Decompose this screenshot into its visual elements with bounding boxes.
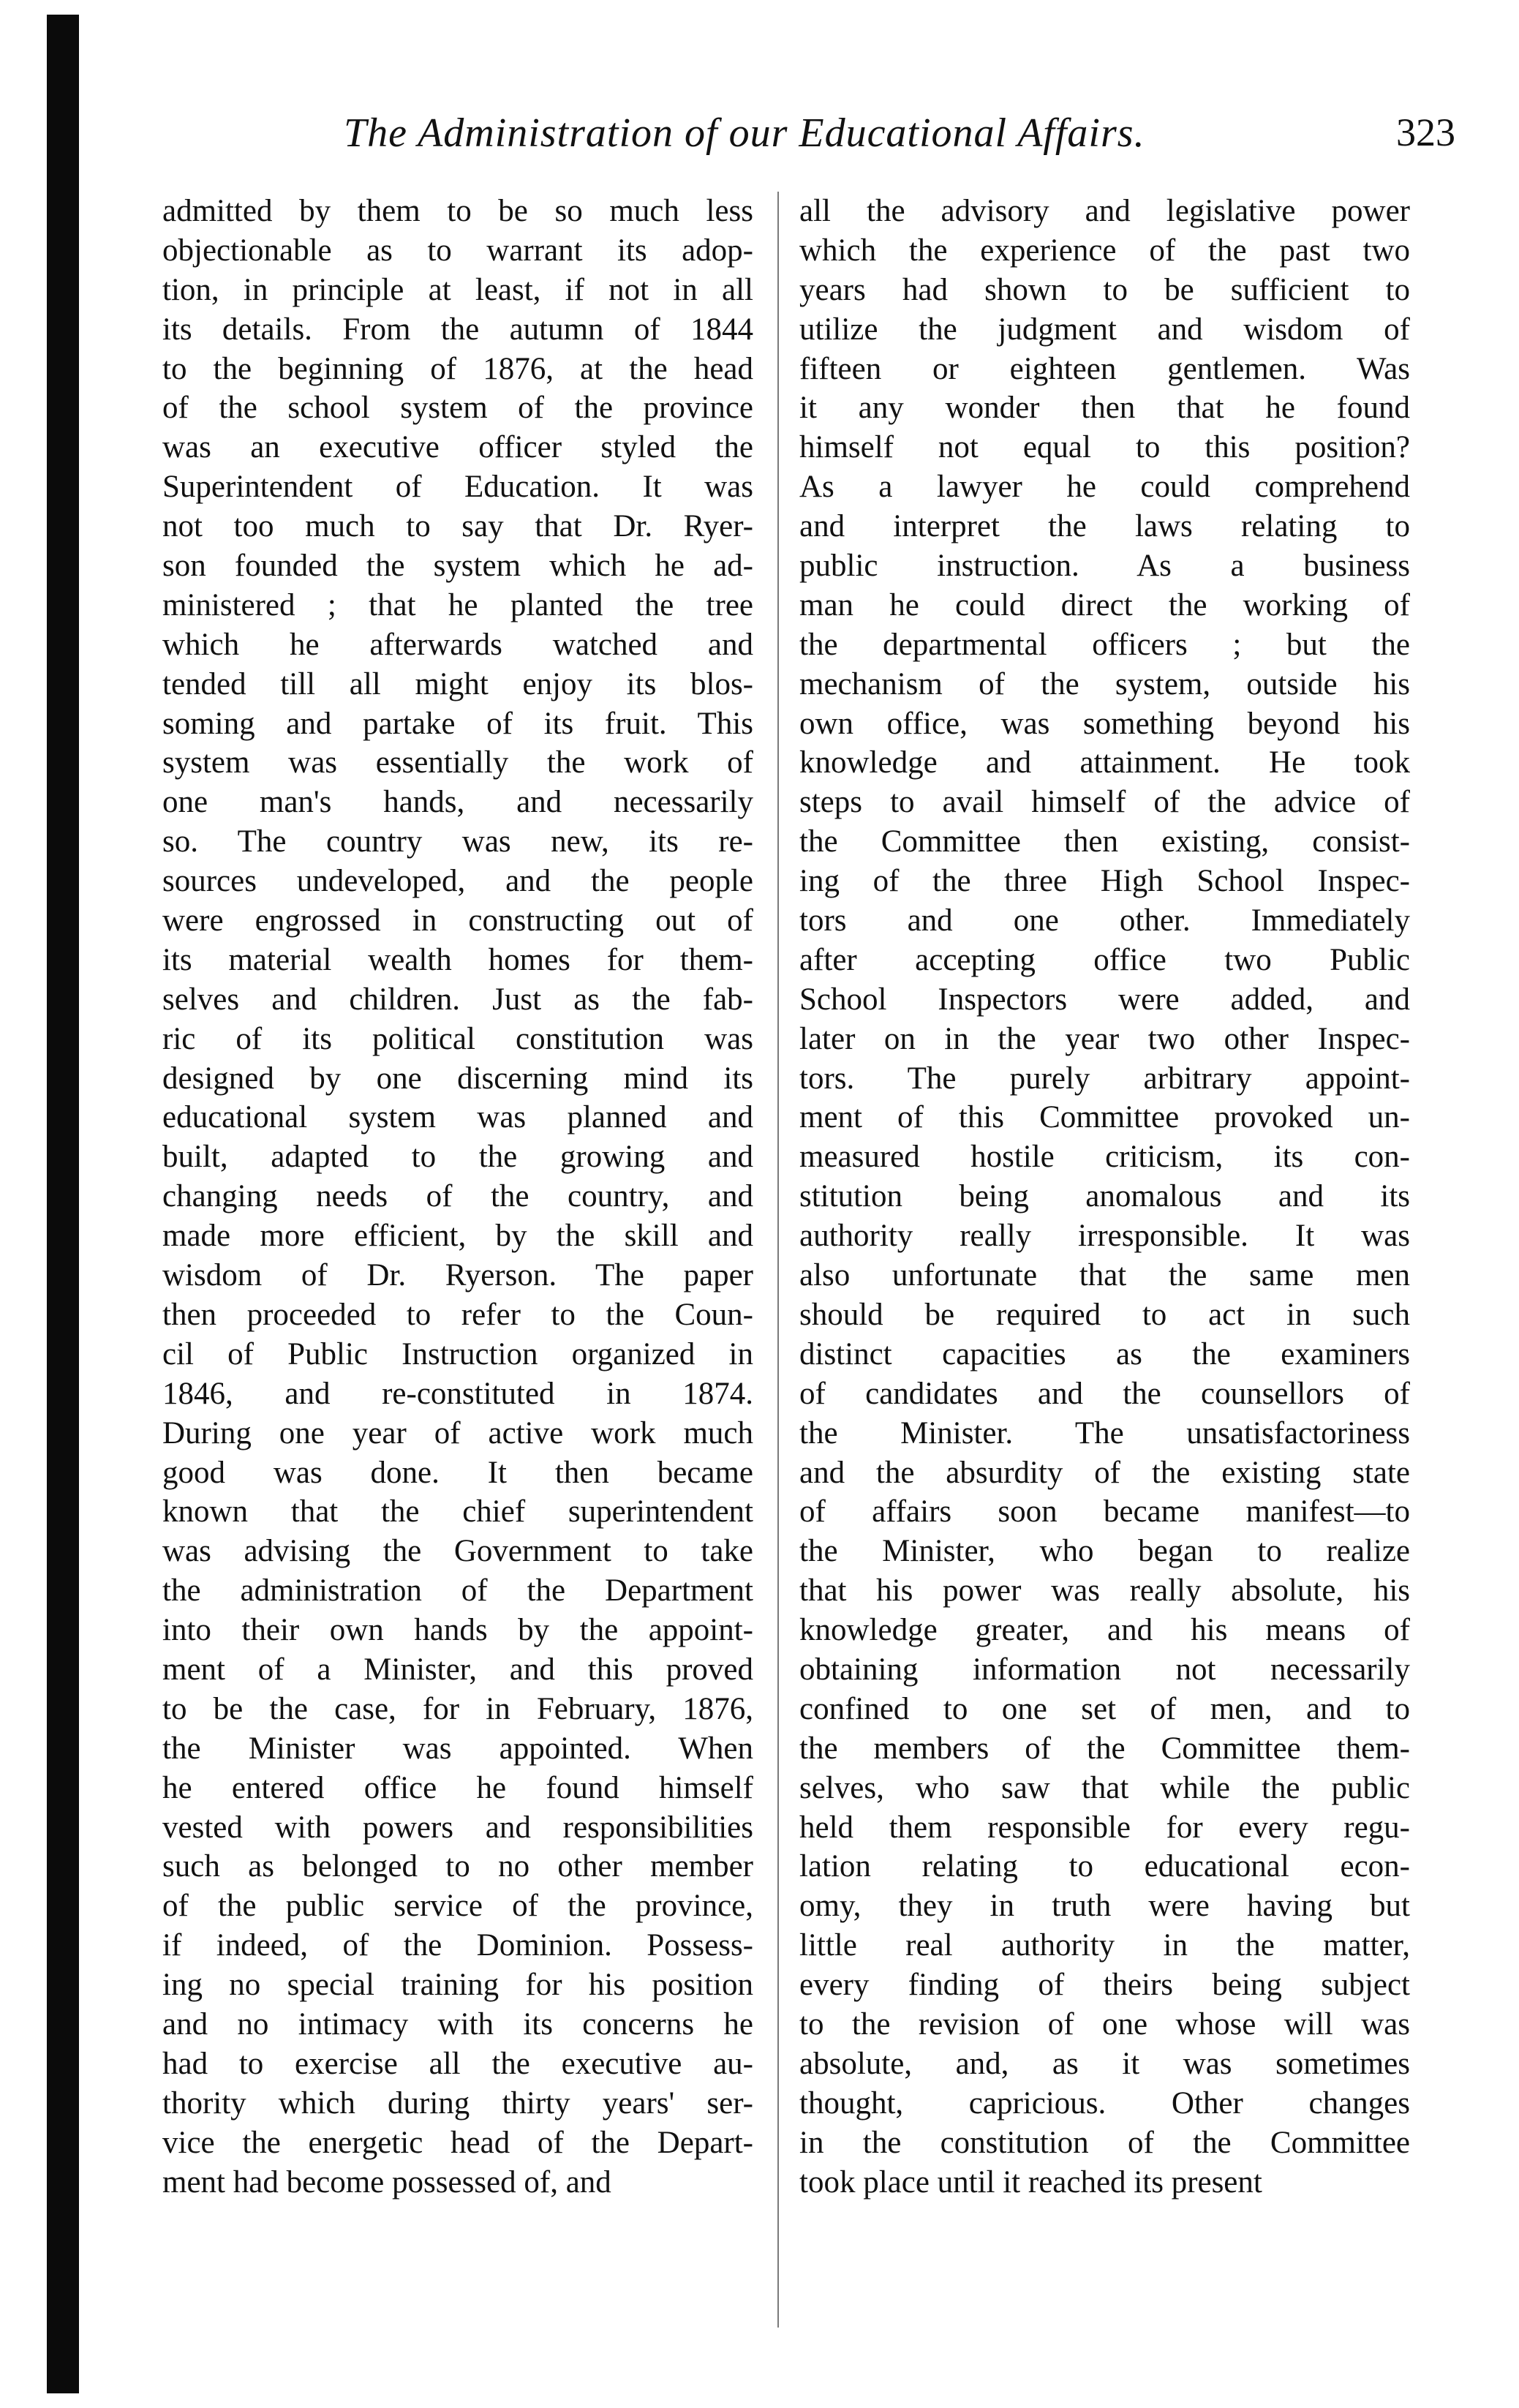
- text-line: its material wealth homes for them-: [162, 942, 753, 977]
- text-line: took place until it reached its present: [799, 2164, 1262, 2200]
- page-number: 323: [1396, 110, 1455, 154]
- text-line: son founded the system which he ad-: [162, 549, 753, 584]
- text-line: mechanism of the system, outside his: [799, 666, 1410, 701]
- text-line: of affairs soon became manifest—to: [799, 1494, 1410, 1530]
- text-line: the Minister, who began to realize: [799, 1534, 1410, 1569]
- text-line: objectionable as to warrant its adop-: [162, 233, 753, 268]
- text-line: that his power was really absolute, his: [799, 1573, 1410, 1609]
- text-line: stitution being anomalous and its: [799, 1179, 1410, 1214]
- text-line: was advising the Government to take: [162, 1534, 753, 1569]
- text-line: vice the energetic head of the Depart-: [162, 2125, 753, 2160]
- text-line: thought, capricious. Other changes: [799, 2085, 1410, 2121]
- text-line: admitted by them to be so much less: [162, 194, 753, 228]
- text-line: omy, they in truth were having but: [799, 1889, 1410, 1924]
- text-line: man he could direct the working of: [799, 587, 1410, 622]
- text-line: the members of the Committee them-: [799, 1731, 1410, 1766]
- text-line: to the beginning of 1876, at the head: [162, 351, 753, 386]
- text-line: also unfortunate that the same men: [799, 1258, 1410, 1293]
- text-line: public instruction. As a business: [799, 549, 1410, 584]
- text-line: he entered office he found himself: [162, 1770, 753, 1805]
- text-line: vested with powers and responsibilities: [162, 1810, 753, 1845]
- text-line: 1846, and re-constituted in 1874.: [162, 1376, 753, 1411]
- text-line: cil of Public Instruction organized in: [162, 1336, 753, 1372]
- text-line: utilize the judgment and wisdom of: [799, 312, 1410, 347]
- text-line: was an executive officer styled the: [162, 430, 753, 465]
- text-line: steps to avail himself of the advice of: [799, 785, 1410, 820]
- text-line: held them responsible for every regu-: [799, 1810, 1410, 1845]
- text-line: little real authority in the matter,: [799, 1928, 1410, 1963]
- running-title: The Administration of our Educational Affairs.: [344, 110, 1145, 156]
- text-line: so. The country was new, its re-: [162, 824, 753, 859]
- text-line: knowledge greater, and his means of: [799, 1613, 1410, 1648]
- text-line: tended till all might enjoy its blos-: [162, 666, 753, 701]
- text-line: the departmental officers ; but the: [799, 627, 1410, 662]
- text-line: built, adapted to the growing and: [162, 1140, 753, 1175]
- text-line: the administration of the Department: [162, 1573, 753, 1609]
- text-line: years had shown to be sufficient to: [799, 272, 1410, 307]
- text-line: of candidates and the counsellors of: [799, 1376, 1410, 1411]
- text-line: then proceeded to refer to the Coun-: [162, 1297, 753, 1332]
- text-line: own office, was something beyond his: [799, 706, 1410, 741]
- text-line: ment had become possessed of, and: [162, 2164, 611, 2200]
- text-line: were engrossed in constructing out of: [162, 903, 753, 938]
- text-line: During one year of active work much: [162, 1415, 753, 1451]
- text-line: made more efficient, by the skill and: [162, 1219, 753, 1254]
- text-line: one man's hands, and necessarily: [162, 785, 753, 820]
- text-line: which the experience of the past two: [799, 233, 1410, 268]
- text-line: had to exercise all the executive au-: [162, 2046, 753, 2081]
- text-line: educational system was planned and: [162, 1100, 753, 1135]
- text-line: tion, in principle at least, if not in all: [162, 272, 753, 307]
- text-line: its details. From the autumn of 1844: [162, 312, 753, 347]
- text-line: obtaining information not necessarily: [799, 1652, 1410, 1687]
- text-line: knowledge and attainment. He took: [799, 745, 1410, 780]
- text-line: known that the chief superintendent: [162, 1494, 753, 1530]
- text-line: all the advisory and legislative power: [799, 194, 1410, 228]
- text-line: confined to one set of men, and to: [799, 1691, 1410, 1726]
- left-column: [162, 192, 753, 2202]
- running-head: [344, 110, 1455, 168]
- text-line: himself not equal to this position?: [799, 430, 1410, 465]
- text-line: authority really irresponsible. It was: [799, 1219, 1410, 1254]
- text-line: Superintendent of Education. It was: [162, 470, 753, 505]
- text-line: which he afterwards watched and: [162, 627, 753, 662]
- text-line: of the public service of the province,: [162, 1889, 753, 1924]
- text-line: in the constitution of the Committee: [799, 2125, 1410, 2160]
- text-line: soming and partake of its fruit. This: [162, 706, 753, 741]
- text-line: School Inspectors were added, and: [799, 982, 1410, 1017]
- text-line: not too much to say that Dr. Ryer-: [162, 509, 753, 544]
- text-line: the Committee then existing, consist-: [799, 824, 1410, 859]
- text-line: fifteen or eighteen gentlemen. Was: [799, 351, 1410, 386]
- text-line: system was essentially the work of: [162, 745, 753, 780]
- text-line: wisdom of Dr. Ryerson. The paper: [162, 1258, 753, 1293]
- text-line: absolute, and, as it was sometimes: [799, 2046, 1410, 2081]
- text-line: ric of its political constitution was: [162, 1021, 753, 1056]
- text-line: distinct capacities as the examiners: [799, 1336, 1410, 1372]
- text-line: and the absurdity of the existing state: [799, 1455, 1410, 1490]
- text-line: ment of a Minister, and this proved: [162, 1652, 753, 1687]
- text-line: ing of the three High School Inspec-: [799, 864, 1410, 899]
- text-line: the Minister. The unsatisfactoriness: [799, 1415, 1410, 1451]
- text-line: and interpret the laws relating to: [799, 509, 1410, 544]
- text-line: thority which during thirty years' ser-: [162, 2085, 753, 2121]
- text-line: lation relating to educational econ-: [799, 1849, 1410, 1884]
- text-line: such as belonged to no other member: [162, 1849, 753, 1884]
- binding-edge: [47, 15, 79, 2393]
- text-line: changing needs of the country, and: [162, 1179, 753, 1214]
- text-line: later on in the year two other Inspec-: [799, 1021, 1410, 1056]
- text-line: good was done. It then became: [162, 1455, 753, 1490]
- column-rule: [777, 192, 779, 2328]
- text-line: ministered ; that he planted the tree: [162, 587, 753, 622]
- text-line: measured hostile criticism, its con-: [799, 1140, 1410, 1175]
- text-line: selves and children. Just as the fab-: [162, 982, 753, 1017]
- text-line: to the revision of one whose will was: [799, 2006, 1410, 2042]
- text-line: selves, who saw that while the public: [799, 1770, 1410, 1805]
- text-line: of the school system of the province: [162, 391, 753, 426]
- text-line: should be required to act in such: [799, 1297, 1410, 1332]
- text-line: As a lawyer he could comprehend: [799, 470, 1410, 505]
- text-line: ing no special training for his position: [162, 1968, 753, 2003]
- text-line: every finding of theirs being subject: [799, 1968, 1410, 2003]
- text-line: tors. The purely arbitrary appoint-: [799, 1061, 1410, 1096]
- text-line: to be the case, for in February, 1876,: [162, 1691, 753, 1726]
- text-line: designed by one discerning mind its: [162, 1061, 753, 1096]
- text-line: and no intimacy with its concerns he: [162, 2006, 753, 2042]
- text-line: if indeed, of the Dominion. Possess-: [162, 1928, 753, 1963]
- text-line: sources undeveloped, and the people: [162, 864, 753, 899]
- text-line: ment of this Committee provoked un-: [799, 1100, 1410, 1135]
- right-column: [799, 192, 1410, 2202]
- text-line: into their own hands by the appoint-: [162, 1613, 753, 1648]
- text-line: it any wonder then that he found: [799, 391, 1410, 426]
- text-line: tors and one other. Immediately: [799, 903, 1410, 938]
- text-line: after accepting office two Public: [799, 942, 1410, 977]
- text-line: the Minister was appointed. When: [162, 1731, 753, 1766]
